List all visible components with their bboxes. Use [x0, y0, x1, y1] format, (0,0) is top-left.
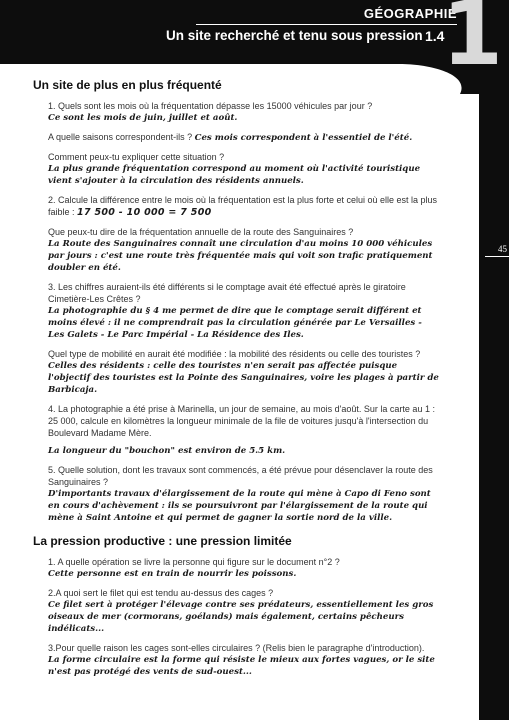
answer-text: La Route des Sanguinaires connaît une circulation d'au moins 10 000 véhicules par jours : c'est une route très fréquentée mais qui voit son trafic pratiquement doubler en été. [48, 239, 433, 273]
answer-text: Ces mois correspondent à l'essentiel de l'été. [194, 133, 413, 143]
answer-text: La longueur du "bouchon" est environ de 5.5 km. [48, 446, 286, 456]
answer-text: Ce filet sert à protéger l'élevage contre ses prédateurs, essentiellement les gros oiseaux de mer (cormorans, goélands) mais également, certains pêcheurs indélicats... [48, 600, 434, 634]
question-item [33, 587, 441, 635]
answer-text: Ce sont les mois de juin, juillet et août. [48, 113, 238, 123]
section-title-1: Un site de plus en plus fréquenté [33, 78, 222, 92]
page-number-divider [485, 256, 509, 257]
question-text: 3.Pour quelle raison les cages sont-elles circulaires ? (Relis bien le paragraphe d'introduction). [48, 643, 425, 653]
section-title-2: La pression productive : une pression limitée [33, 534, 292, 548]
question-text: Quel type de mobilité en aurait été modifiée : la mobilité des résidents ou celle des touristes ? [48, 349, 421, 359]
question-item [33, 226, 441, 274]
question-text: 1. Quels sont les mois où la fréquentation dépasse les 15000 véhicules par jour ? [48, 101, 373, 111]
question-item [33, 403, 441, 457]
page-number: 45 [498, 244, 507, 254]
header-divider [196, 24, 457, 25]
question-item [33, 642, 441, 678]
question-text: Que peux-tu dire de la fréquentation annuelle de la route des Sanguinaires ? [48, 227, 354, 237]
calculation-answer: 17 500 - 10 000 = 7 500 [77, 207, 212, 218]
answer-text: D'importants travaux d'élargissement de la route qui mène à Capo di Feno sont en cours d'achèvement : ils se poursuivront par l'élargissement de la route qui mène à Saint Antoine et qui permet de gagner la sortie nord de la ville. [48, 489, 431, 523]
question-text: 1. A quelle opération se livre la personne qui figure sur le document n°2 ? [48, 557, 340, 567]
question-item [33, 194, 441, 219]
chapter-number: 1 [441, 0, 503, 85]
worksheet-content [33, 78, 441, 685]
section-label: GÉOGRAPHIE [363, 6, 457, 21]
question-text: 2.A quoi sert le filet qui est tendu au-dessus des cages ? [48, 588, 274, 598]
question-item [33, 464, 441, 524]
page-title: Un site recherché et tenu sous pression [166, 28, 423, 43]
question-text: 5. Quelle solution, dont les travaux sont commencés, a été prévue pour désenclaver la route des Sanguinaires ? [48, 465, 433, 487]
question-item [33, 556, 441, 580]
side-panel [479, 0, 509, 720]
question-text [48, 194, 441, 219]
question-text: 3. Les chiffres auraient-ils été différents si le comptage avait été effectué après le giratoire Cimetière-Les Crêtes ? [48, 282, 406, 304]
question-item [33, 131, 441, 144]
answer-text: Celles des résidents : celle des touristes n'en serait pas affectée puisque l'objectif des touristes est la Pointe des Sanguinaires, voire les plages à partir de Barbicaja. [48, 361, 439, 395]
question-text [48, 131, 441, 144]
answer-text: La forme circulaire est la forme qui résiste le mieux aux fortes vagues, or le site n'est pas protégé des vents de sud-ouest... [48, 655, 435, 677]
lesson-number: 1.4 [425, 28, 445, 44]
question-text: Comment peux-tu expliquer cette situation ? [48, 152, 225, 162]
question-item [33, 100, 441, 124]
question-item [33, 348, 441, 396]
question-item [33, 151, 441, 187]
question-text-inline: 2. Calcule la différence entre le mois où la fréquentation est la plus forte et celui où elle est la plus faible : [48, 195, 438, 217]
answer-text: La plus grande fréquentation correspond au moment où l'activité touristique vient s'ajouter à la circulation des résidents annuels. [48, 164, 421, 186]
answer-text: La photographie du § 4 me permet de dire que le comptage serait différent et moins élevé : il ne comprendrait pas la circulation générée par Le Versailles - Les Galets - Le Parc Impérial - La Résidence des Iles. [48, 306, 422, 340]
question-text: 4. La photographie a été prise à Marinella, un jour de semaine, au mois d'août. Sur la carte au 1 : 25 000, calcule en kilomètres la longueur minimale de la file de voitures jusqu'à l'intersection du Boulevard Madame Mère. [48, 404, 435, 438]
question-text-inline: A quelle saisons correspondent-ils ? [48, 132, 193, 142]
question-item [33, 281, 441, 341]
answer-text: Cette personne est en train de nourrir les poissons. [48, 569, 297, 579]
